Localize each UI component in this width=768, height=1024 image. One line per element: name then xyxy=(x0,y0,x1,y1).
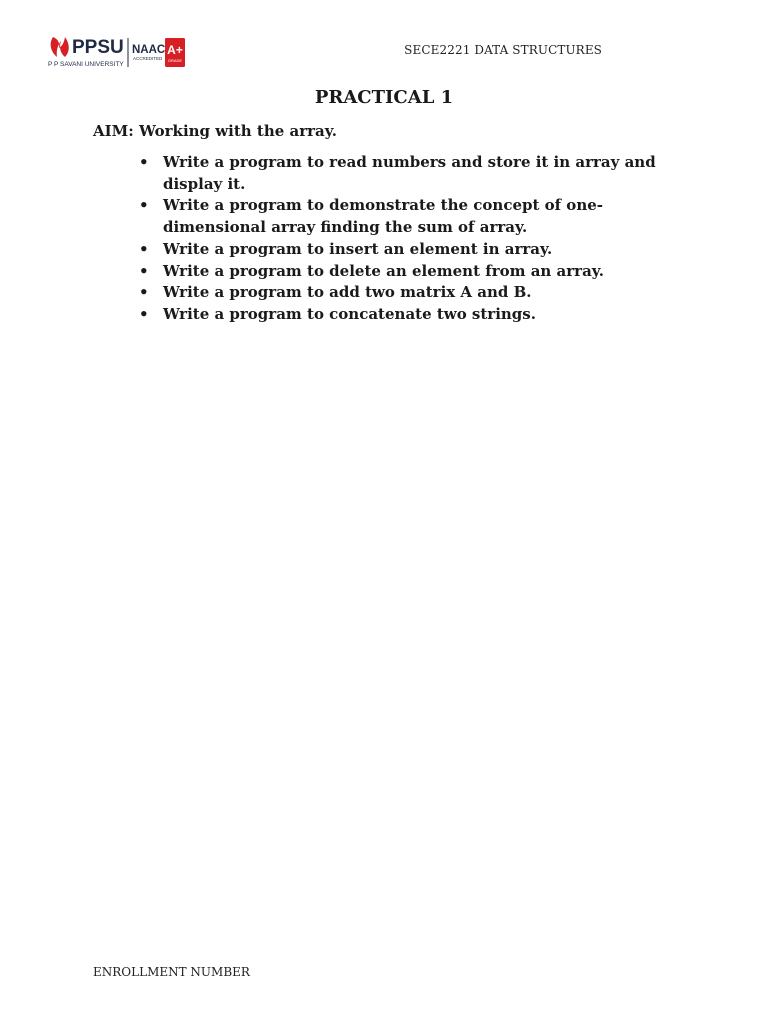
logo-brand: PPSU xyxy=(72,37,124,58)
task-text: Write a program to concatenate two strings. xyxy=(163,304,536,323)
logo-grade: A+ xyxy=(167,43,183,57)
bullet-icon: • xyxy=(139,261,149,280)
task-item xyxy=(139,239,663,261)
bullet-icon: • xyxy=(139,196,149,215)
page-title: PRACTICAL 1 xyxy=(314,87,454,108)
task-item xyxy=(139,261,663,283)
bullet-icon: • xyxy=(139,239,149,258)
aim-statement: AIM: Working with the array. xyxy=(93,122,337,140)
university-logo xyxy=(47,33,187,71)
logo-naac: NAAC xyxy=(132,44,166,56)
logo-university: P P SAVANI UNIVERSITY xyxy=(48,61,124,68)
task-text: Write a program to demonstrate the concept of one-dimensional array finding the sum of array. xyxy=(163,196,603,237)
logo-accredited: ACCREDITED xyxy=(133,56,163,61)
task-item xyxy=(139,152,663,195)
task-text: Write a program to add two matrix A and B. xyxy=(163,283,532,302)
task-text: Write a program to insert an element in array. xyxy=(163,239,553,258)
ppsu-logo-icon xyxy=(47,33,187,71)
bullet-icon: • xyxy=(139,304,149,323)
course-header: SECE2221 DATA STRUCTURES xyxy=(404,43,602,57)
task-text: Write a program to delete an element from an array. xyxy=(163,261,604,280)
logo-grade-sub: GRADE xyxy=(167,58,183,63)
ppsu-emblem-icon xyxy=(51,37,69,57)
bullet-icon: • xyxy=(139,283,149,302)
task-item xyxy=(139,304,663,326)
bullet-icon: • xyxy=(139,153,149,171)
task-item xyxy=(139,195,663,238)
task-list xyxy=(139,152,663,326)
task-text: Write a program to read numbers and store it in array and display it. xyxy=(163,153,656,193)
task-item xyxy=(139,282,663,304)
footer-enrollment: ENROLLMENT NUMBER xyxy=(93,965,250,979)
